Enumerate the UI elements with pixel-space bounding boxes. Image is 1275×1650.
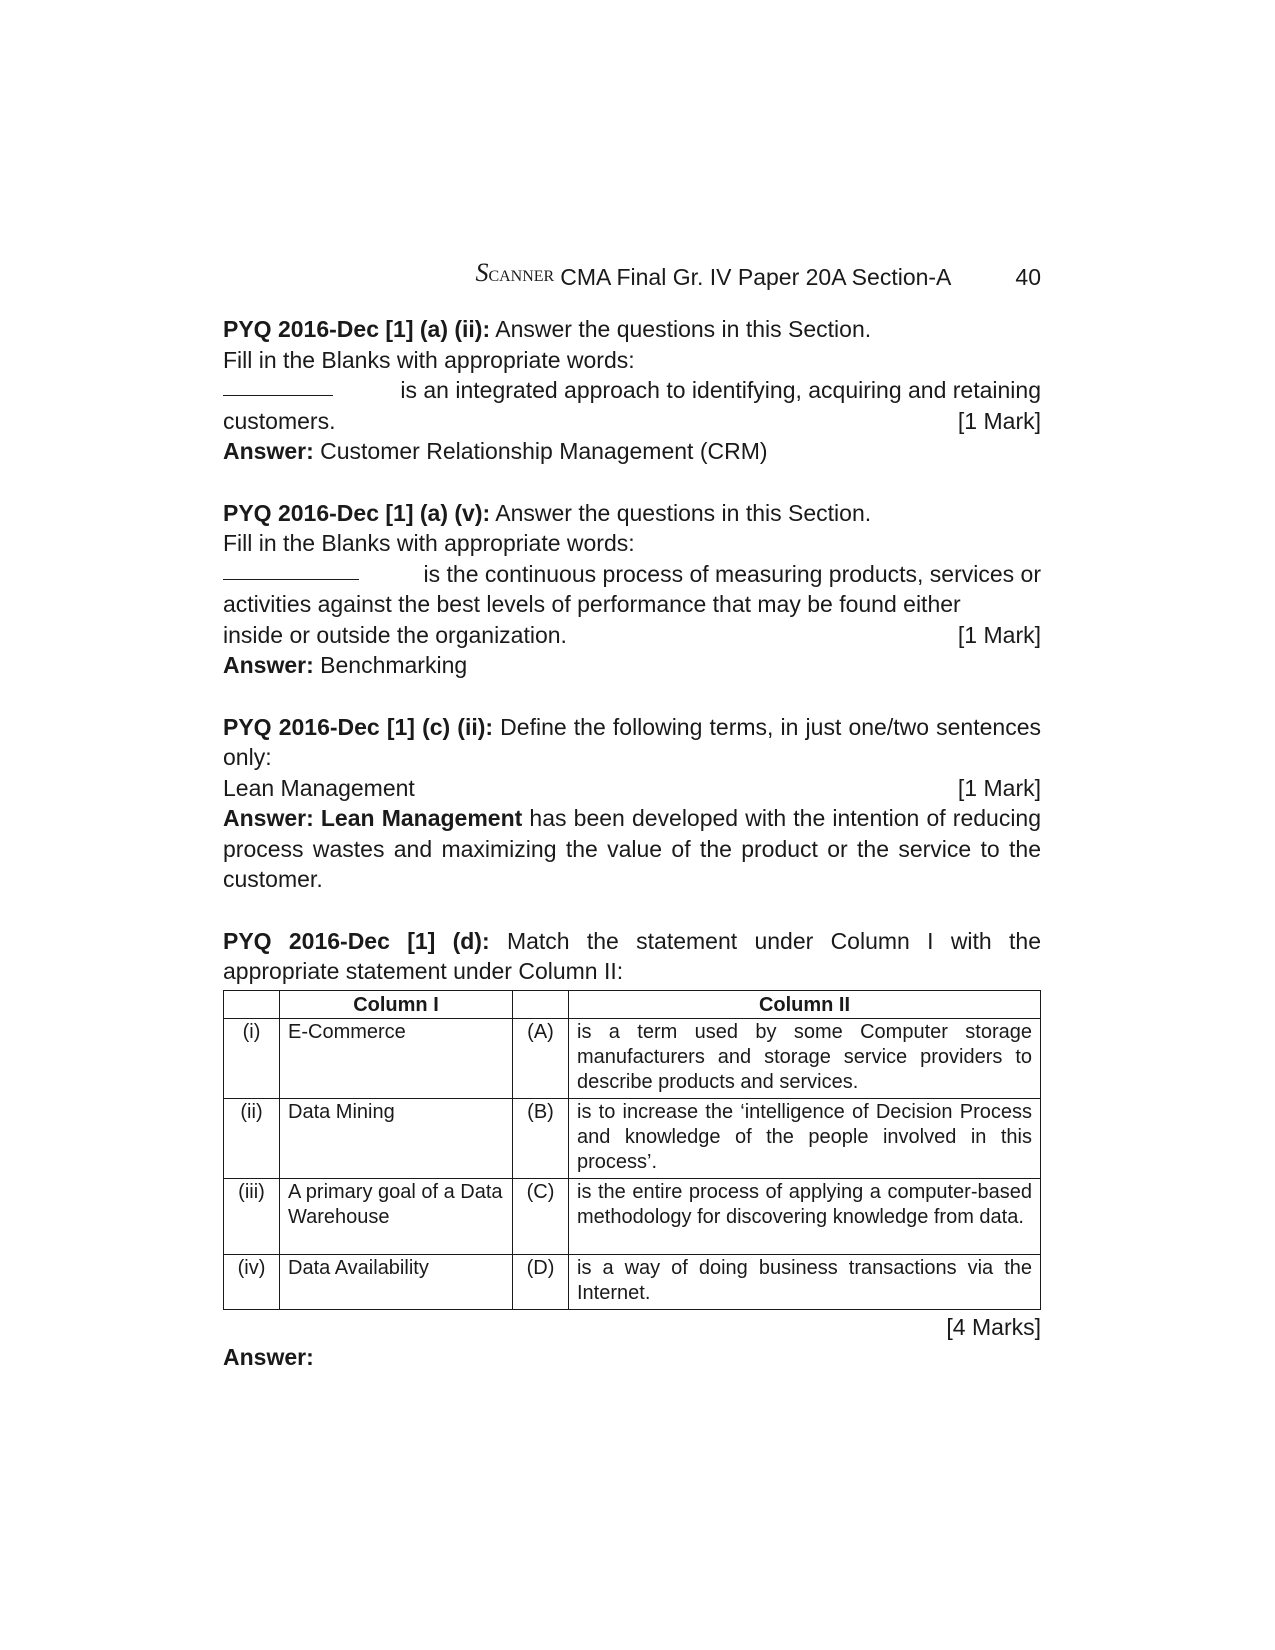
question-1-instruction: Fill in the Blanks with appropriate words: (223, 346, 635, 373)
question-1-heading (223, 314, 1041, 345)
column-2-cell: is to increase the ‘intelligence of Decision Process and knowledge of the people involved in this process’. (569, 1098, 1041, 1178)
answer-text: has been developed with the intention of reducing process wastes and maximizing the value of the product or the service to the customer. (223, 805, 1042, 892)
row-number: (iv) (224, 1254, 280, 1309)
fill-blank (223, 559, 359, 580)
table-row (224, 1018, 1041, 1098)
table-row (224, 1178, 1041, 1254)
question-3-label: PYQ 2016-Dec [1] (c) (ii): (223, 713, 494, 740)
question-3-answer (223, 803, 1041, 895)
question-2-intro: Answer the questions in this Section. (490, 499, 872, 526)
row-letter: (D) (513, 1254, 569, 1309)
question-4 (223, 926, 1041, 1373)
question-4-label: PYQ 2016-Dec [1] (d): (223, 927, 490, 954)
header-column-1: Column I (280, 990, 513, 1018)
row-letter: (B) (513, 1098, 569, 1178)
question-2-label: PYQ 2016-Dec [1] (a) (v): (223, 499, 491, 526)
column-2-cell: is the entire process of applying a computer-based methodology for discovering knowledge from data. (569, 1178, 1041, 1254)
question-2-instruction: Fill in the Blanks with appropriate words: (223, 530, 635, 556)
table-row (224, 1098, 1041, 1178)
column-1-cell: Data Availability (280, 1254, 513, 1309)
answer-term: Lean Management (313, 805, 523, 831)
question-3-term-line (223, 773, 1041, 804)
question-2-text-line2: activities against the best levels of performance that may be found either (223, 591, 961, 617)
answer-label: Answer: (223, 652, 314, 678)
question-2-answer (223, 650, 1041, 681)
answer-label: Answer: (223, 438, 314, 464)
table-header-row (224, 990, 1041, 1018)
row-number: (i) (224, 1018, 280, 1098)
question-1-intro: Answer the questions in this Section. (490, 316, 872, 342)
header-empty-cell (224, 990, 280, 1018)
fill-blank (223, 375, 333, 396)
question-2 (223, 498, 1041, 681)
question-2-text-line3: inside or outside the organization. [1 Mark] (223, 620, 1041, 651)
table-row (224, 1254, 1041, 1309)
question-3 (223, 712, 1041, 895)
question-1 (223, 314, 1041, 467)
header-column-2: Column II (569, 990, 1041, 1018)
question-4-marks: [4 Marks] (946, 1313, 1041, 1340)
question-1-answer (223, 436, 1041, 467)
page-header (223, 258, 1041, 296)
row-letter: (C) (513, 1178, 569, 1254)
column-2-cell: is a term used by some Computer storage manufacturers and storage service providers to describe products and services. (569, 1018, 1041, 1098)
question-3-intro: Define the following terms, in just one/two sentences only: (223, 713, 1041, 770)
row-number: (ii) (224, 1098, 280, 1178)
column-1-cell: Data Mining (280, 1098, 513, 1178)
scanner-logo: SCANNER (475, 258, 555, 287)
question-1-text-line2: customers. [1 Mark] (223, 406, 1041, 437)
header-empty-cell (513, 990, 569, 1018)
question-3-term: Lean Management (223, 774, 415, 801)
document-page (223, 258, 1042, 1372)
question-1-text-line1: is an integrated approach to identifying, acquiring and retaining (223, 375, 1041, 406)
header-title: CMA Final Gr. IV Paper 20A Section-A (560, 264, 952, 290)
question-1-marks: [1 Mark] (957, 407, 1041, 434)
question-3-heading (223, 712, 1041, 773)
match-table (223, 990, 1041, 1310)
question-1-label: PYQ 2016-Dec [1] (a) (ii): (223, 316, 491, 342)
question-2-heading (223, 498, 1041, 529)
answer-label: Answer: (223, 805, 314, 831)
column-1-cell: E-Commerce (280, 1018, 513, 1098)
page-number: 40 (1015, 264, 1041, 290)
column-2-cell: is a way of doing business transactions via the Internet. (569, 1254, 1041, 1309)
answer-text: Benchmarking (313, 652, 468, 678)
answer-text: Customer Relationship Management (CRM) (313, 438, 768, 464)
row-number: (iii) (224, 1178, 280, 1254)
row-letter: (A) (513, 1018, 569, 1098)
answer-label: Answer: (223, 1343, 314, 1370)
question-4-answer (223, 1342, 1041, 1373)
question-3-marks: [1 Mark] (957, 774, 1041, 801)
question-4-intro: Match the statement under Column I with the appropriate statement under Column II: (223, 927, 1041, 984)
question-2-marks: [1 Mark] (957, 621, 1041, 648)
column-1-cell: A primary goal of a Data Warehouse (280, 1178, 513, 1254)
question-4-heading (223, 926, 1041, 987)
question-2-text-line1: is the continuous process of measuring products, services or (223, 559, 1041, 590)
